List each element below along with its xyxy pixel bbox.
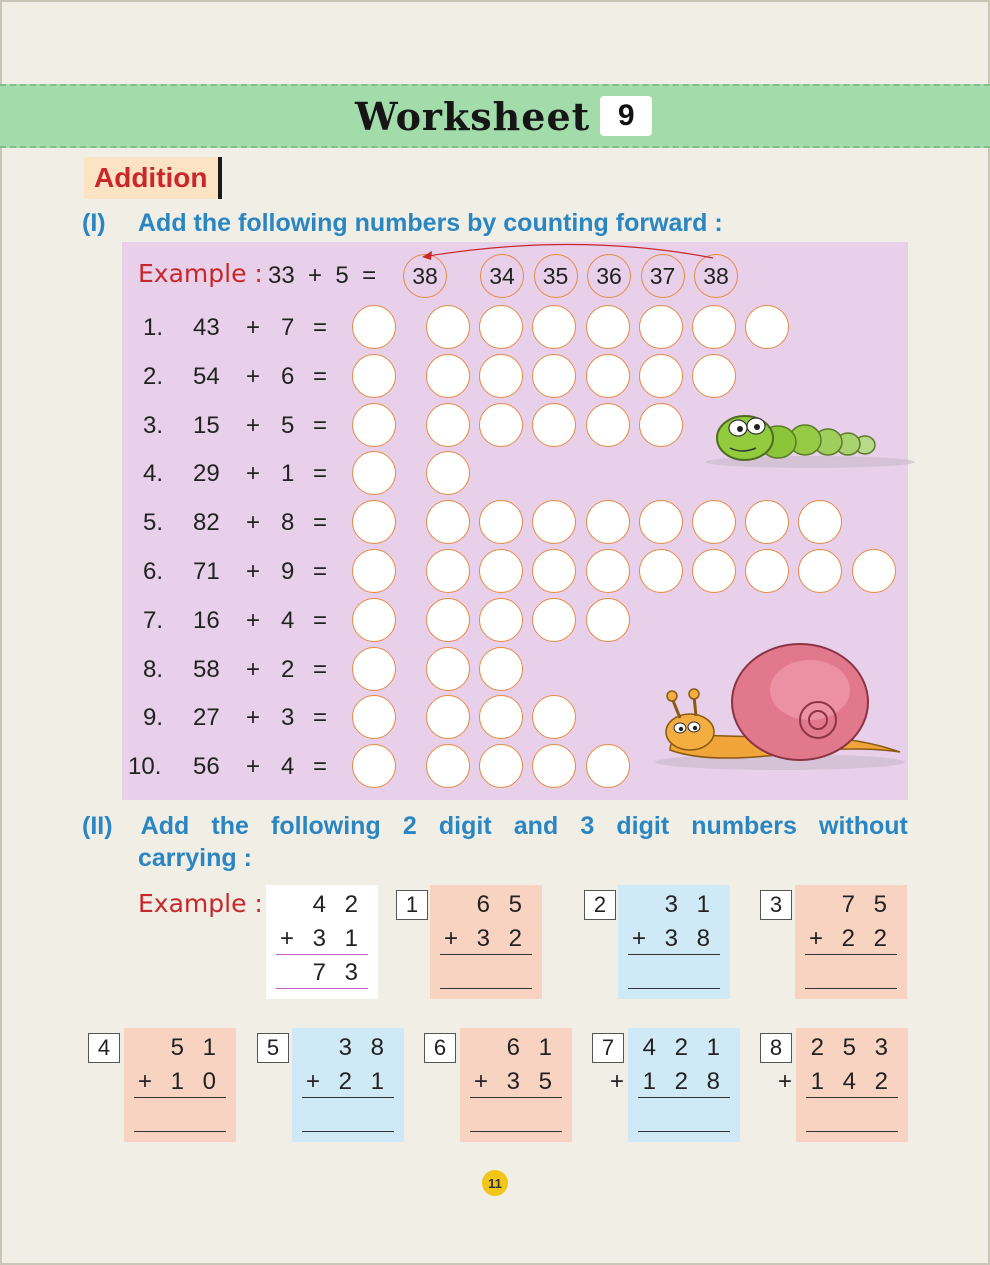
answer-circle[interactable] — [352, 403, 396, 447]
example-expression: 33 + 5 = — [268, 262, 377, 289]
addend-top: 6 5 — [476, 891, 528, 918]
part2-instruction-word: following — [271, 812, 381, 840]
row-addend-b: 4 — [281, 606, 295, 634]
count-circle[interactable] — [426, 305, 470, 349]
count-circle[interactable] — [426, 403, 470, 447]
addend-top: 6 1 — [506, 1034, 558, 1061]
count-circle[interactable] — [586, 305, 630, 349]
row-number: 2. — [143, 362, 164, 390]
count-circle[interactable] — [479, 354, 523, 398]
count-circle[interactable] — [852, 549, 896, 593]
count-circle[interactable] — [479, 403, 523, 447]
example-label: Example : — [138, 889, 263, 918]
count-circle[interactable] — [639, 549, 683, 593]
problem-number: 5 — [257, 1033, 289, 1063]
part2-instruction-word: Add — [140, 812, 190, 840]
row-equals: = — [313, 704, 328, 732]
count-circle[interactable] — [479, 549, 523, 593]
answer-field[interactable] — [470, 1102, 562, 1130]
row-plus: + — [246, 314, 261, 341]
part1-instruction — [82, 209, 723, 238]
sum-line — [638, 1097, 730, 1098]
answer-line — [302, 1131, 394, 1132]
answer-line — [440, 988, 532, 989]
count-circle[interactable] — [479, 598, 523, 642]
addend-top: 3 1 — [664, 891, 716, 918]
page-number: 11 — [482, 1170, 508, 1196]
part2-instruction-word: numbers — [691, 812, 797, 840]
row-addend-b: 9 — [281, 558, 295, 585]
problem-sum-box — [609, 1028, 740, 1142]
answer-circle[interactable] — [352, 305, 396, 349]
row-number: 10. — [128, 753, 162, 781]
count-circle[interactable] — [692, 305, 736, 349]
addend-top: 4 2 1 — [642, 1034, 726, 1061]
row-equals: = — [313, 411, 328, 439]
example-count-circle: 36 — [587, 254, 631, 298]
row-addend-a: 16 — [193, 606, 220, 634]
row-addend-a: 54 — [193, 362, 220, 390]
problem-number: 7 — [592, 1033, 624, 1063]
part2-instruction-word: 3 — [580, 812, 595, 840]
answer-line — [628, 988, 720, 989]
row-addend-a: 82 — [193, 509, 220, 537]
count-circle[interactable] — [692, 549, 736, 593]
problem-sum-box — [292, 1028, 404, 1142]
addend-top: 7 5 — [841, 891, 893, 918]
addend-bottom: + 3 2 — [443, 925, 528, 952]
row-plus: + — [246, 362, 261, 390]
snail-icon — [650, 640, 910, 780]
count-circle[interactable] — [745, 305, 789, 349]
row-equals: = — [313, 509, 328, 537]
row-number: 4. — [143, 460, 164, 488]
problem-sum-box — [430, 885, 542, 999]
answer-line — [806, 1131, 898, 1132]
answer-field[interactable] — [302, 1102, 394, 1130]
answer-field[interactable] — [134, 1102, 226, 1130]
row-plus: + — [246, 460, 261, 488]
row-plus: + — [246, 509, 261, 537]
problem-number: 8 — [760, 1033, 792, 1063]
example-count-circle: 35 — [534, 254, 578, 298]
addend-bottom: + 3 5 — [473, 1068, 558, 1095]
count-circle[interactable] — [586, 500, 630, 544]
count-circle[interactable] — [426, 500, 470, 544]
count-circle[interactable] — [532, 403, 576, 447]
part2-instruction — [82, 812, 908, 841]
problem-number: 2 — [584, 890, 616, 920]
answer-circle[interactable] — [352, 549, 396, 593]
part2-instruction-word: and — [513, 812, 559, 840]
count-circle[interactable] — [692, 354, 736, 398]
problem-sum-box — [618, 885, 730, 999]
part2-instruction-word: the — [211, 812, 249, 840]
row-number: 6. — [143, 558, 164, 585]
count-circle[interactable] — [586, 354, 630, 398]
answer-line — [134, 1131, 226, 1132]
answer-circle[interactable] — [352, 598, 396, 642]
problem-sum-box — [795, 885, 907, 999]
answer-circle[interactable] — [352, 354, 396, 398]
addend-top: 4 2 — [312, 891, 364, 918]
count-circle[interactable] — [692, 500, 736, 544]
sum-line — [470, 1097, 562, 1098]
example-answer-circle: 38 — [403, 254, 447, 298]
count-circle[interactable] — [586, 744, 630, 788]
answer-field[interactable] — [806, 1102, 898, 1130]
answer-circle[interactable] — [352, 647, 396, 691]
sum-line — [440, 954, 532, 955]
problem-sum-box — [777, 1028, 908, 1142]
row-plus: + — [246, 606, 261, 634]
sum-line — [276, 954, 368, 955]
count-circle[interactable] — [426, 598, 470, 642]
answer-field[interactable] — [805, 959, 897, 987]
example-count-circle: 37 — [641, 254, 685, 298]
count-circle[interactable] — [639, 305, 683, 349]
row-number: 5. — [143, 509, 164, 537]
addend-top: 3 8 — [338, 1034, 390, 1061]
count-circle[interactable] — [426, 354, 470, 398]
answer-circle[interactable] — [352, 500, 396, 544]
row-equals: = — [313, 606, 328, 634]
row-equals: = — [313, 655, 328, 683]
row-addend-b: 7 — [281, 314, 295, 341]
counting-arrow-icon — [418, 238, 718, 262]
count-circle[interactable] — [426, 647, 470, 691]
count-circle[interactable] — [426, 549, 470, 593]
section-label: Addition — [84, 157, 222, 199]
addend-bottom: + 1 2 8 — [609, 1068, 726, 1095]
count-circle[interactable] — [479, 305, 523, 349]
answer-line — [638, 1131, 730, 1132]
answer-line — [470, 1131, 562, 1132]
caterpillar-icon — [700, 400, 920, 480]
problem-number: 4 — [88, 1033, 120, 1063]
sum-line — [134, 1097, 226, 1098]
part2-instruction-word: digit — [616, 812, 670, 840]
row-plus: + — [246, 558, 261, 585]
row-addend-a: 27 — [193, 704, 220, 732]
part1-roman: (I) — [82, 209, 106, 237]
row-addend-a: 58 — [193, 655, 220, 683]
problem-number: 6 — [424, 1033, 456, 1063]
count-circle[interactable] — [745, 549, 789, 593]
worksheet-title — [355, 88, 652, 144]
example-label: Example : — [138, 259, 263, 288]
answer-field[interactable] — [440, 959, 532, 987]
row-addend-a: 43 — [193, 314, 220, 341]
row-plus: + — [246, 704, 261, 732]
row-number: 7. — [143, 606, 164, 634]
row-addend-a: 15 — [193, 411, 220, 439]
row-number: 9. — [143, 704, 164, 732]
row-addend-a: 29 — [193, 460, 220, 488]
problem-sum-box — [124, 1028, 236, 1142]
answer-line — [276, 988, 368, 989]
row-equals: = — [313, 362, 328, 390]
addend-bottom: + 2 1 — [305, 1068, 390, 1095]
count-circle[interactable] — [639, 354, 683, 398]
problem-sum-box — [460, 1028, 572, 1142]
count-circle[interactable] — [532, 354, 576, 398]
addend-bottom: + 1 4 2 — [777, 1068, 894, 1095]
row-addend-b: 4 — [281, 753, 295, 781]
row-equals: = — [313, 460, 328, 488]
sum-line — [806, 1097, 898, 1098]
count-circle[interactable] — [426, 744, 470, 788]
sum-line — [805, 954, 897, 955]
count-circle[interactable] — [639, 403, 683, 447]
row-addend-b: 3 — [281, 704, 295, 732]
row-equals: = — [313, 753, 328, 781]
row-number: 1. — [143, 314, 164, 341]
part2-instruction-word: without — [819, 812, 908, 840]
part2-instruction-word: 2 — [402, 812, 417, 840]
answer-circle[interactable] — [352, 744, 396, 788]
row-addend-b: 5 — [281, 411, 295, 439]
answer-line — [805, 988, 897, 989]
example-count-circle: 34 — [480, 254, 524, 298]
row-addend-b: 1 — [281, 460, 295, 488]
row-plus: + — [246, 411, 261, 439]
sum-line — [302, 1097, 394, 1098]
row-plus: + — [246, 655, 261, 683]
row-addend-b: 2 — [281, 655, 295, 683]
count-circle[interactable] — [586, 549, 630, 593]
sum-line — [628, 954, 720, 955]
answer-field[interactable] — [638, 1102, 730, 1130]
row-equals: = — [313, 314, 328, 341]
answer-field[interactable] — [628, 959, 720, 987]
row-equals: = — [313, 558, 328, 585]
example-sum-box — [266, 885, 378, 999]
part2-roman: (II) — [82, 812, 113, 840]
row-addend-b: 6 — [281, 362, 295, 390]
addend-bottom: + 2 2 — [808, 925, 893, 952]
row-plus: + — [246, 753, 261, 781]
example-count-circle: 38 — [694, 254, 738, 298]
part2-instruction-word: digit — [438, 812, 492, 840]
part1-instruction-text: Add the following numbers by counting forward : — [138, 209, 723, 237]
count-circle[interactable] — [586, 403, 630, 447]
part2-instruction-line2: carrying : — [138, 844, 252, 872]
title-text: Worksheet — [355, 93, 591, 139]
row-number: 3. — [143, 411, 164, 439]
count-circle[interactable] — [532, 598, 576, 642]
count-circle[interactable] — [479, 647, 523, 691]
row-number: 8. — [143, 655, 164, 683]
sum-result: 7 3 — [312, 959, 364, 986]
row-addend-a: 71 — [193, 558, 220, 585]
worksheet-number: 9 — [600, 96, 652, 136]
addend-top: 5 1 — [170, 1034, 222, 1061]
addend-bottom: + 3 8 — [631, 925, 716, 952]
problem-number: 1 — [396, 890, 428, 920]
row-addend-a: 56 — [193, 753, 220, 781]
addend-bottom: + 1 0 — [137, 1068, 222, 1095]
addend-top: 2 5 3 — [810, 1034, 894, 1061]
count-circle[interactable] — [586, 598, 630, 642]
row-addend-b: 8 — [281, 509, 295, 537]
count-circle[interactable] — [639, 500, 683, 544]
addend-bottom: + 3 1 — [279, 925, 364, 952]
problem-number: 3 — [760, 890, 792, 920]
